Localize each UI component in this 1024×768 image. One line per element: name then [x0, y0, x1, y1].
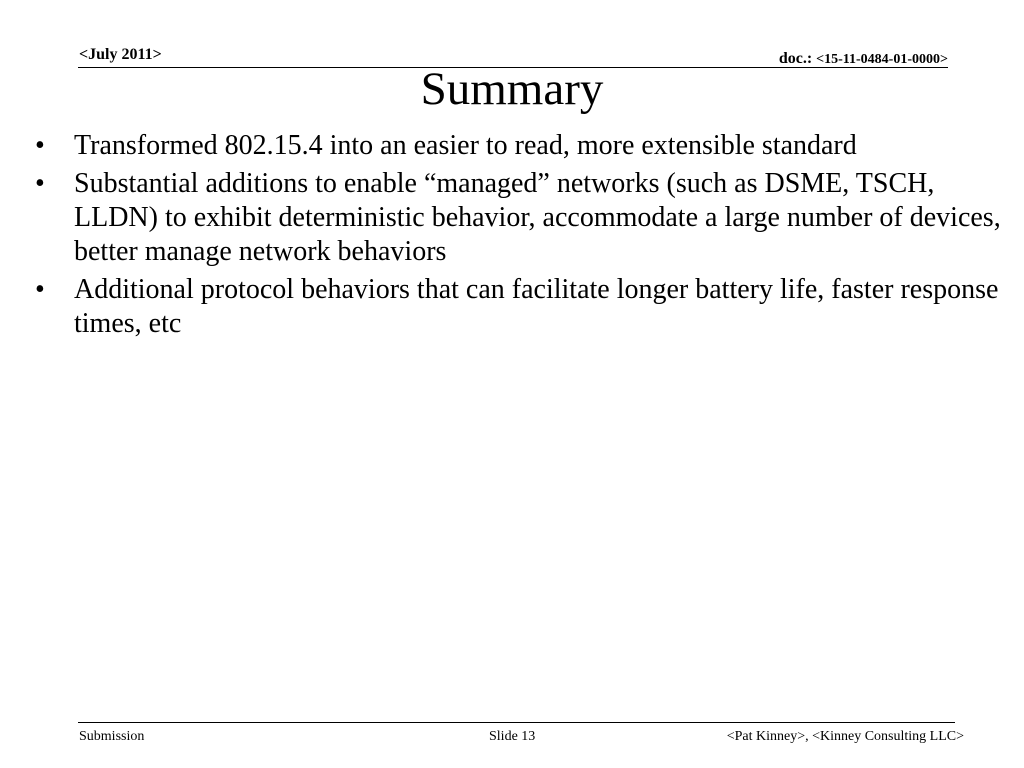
footer-author: <Pat Kinney>, <Kinney Consulting LLC> [726, 729, 964, 744]
footer-slide-number: Slide 13 [489, 729, 536, 744]
bullet-dot-icon: • [35, 274, 45, 305]
bullet-item [35, 129, 1010, 163]
bullet-text: Transformed 802.15.4 into an easier to read, more extensible standard [74, 130, 857, 161]
bullet-text: Additional protocol behaviors that can facilitate longer battery life, faster response times, etc [74, 274, 999, 339]
bullet-text: Substantial additions to enable “managed” networks (such as DSME, TSCH, LLDN) to exhibit deterministic behavior, accommodate a large number of devices, better manage network behaviors [74, 168, 1001, 267]
header-date: <July 2011> [79, 46, 162, 63]
header-doc-number: <15-11-0484-01-0000> [816, 52, 948, 67]
bullet-item [35, 167, 1010, 269]
bullet-item [35, 273, 1010, 341]
bullet-list [35, 129, 1010, 345]
footer-submission: Submission [79, 729, 145, 744]
bullet-dot-icon: • [35, 168, 45, 199]
bullet-dot-icon: • [35, 130, 45, 161]
slide-title: Summary [420, 63, 604, 115]
footer-divider [78, 722, 955, 723]
header-doc-label: doc.: [778, 50, 817, 67]
